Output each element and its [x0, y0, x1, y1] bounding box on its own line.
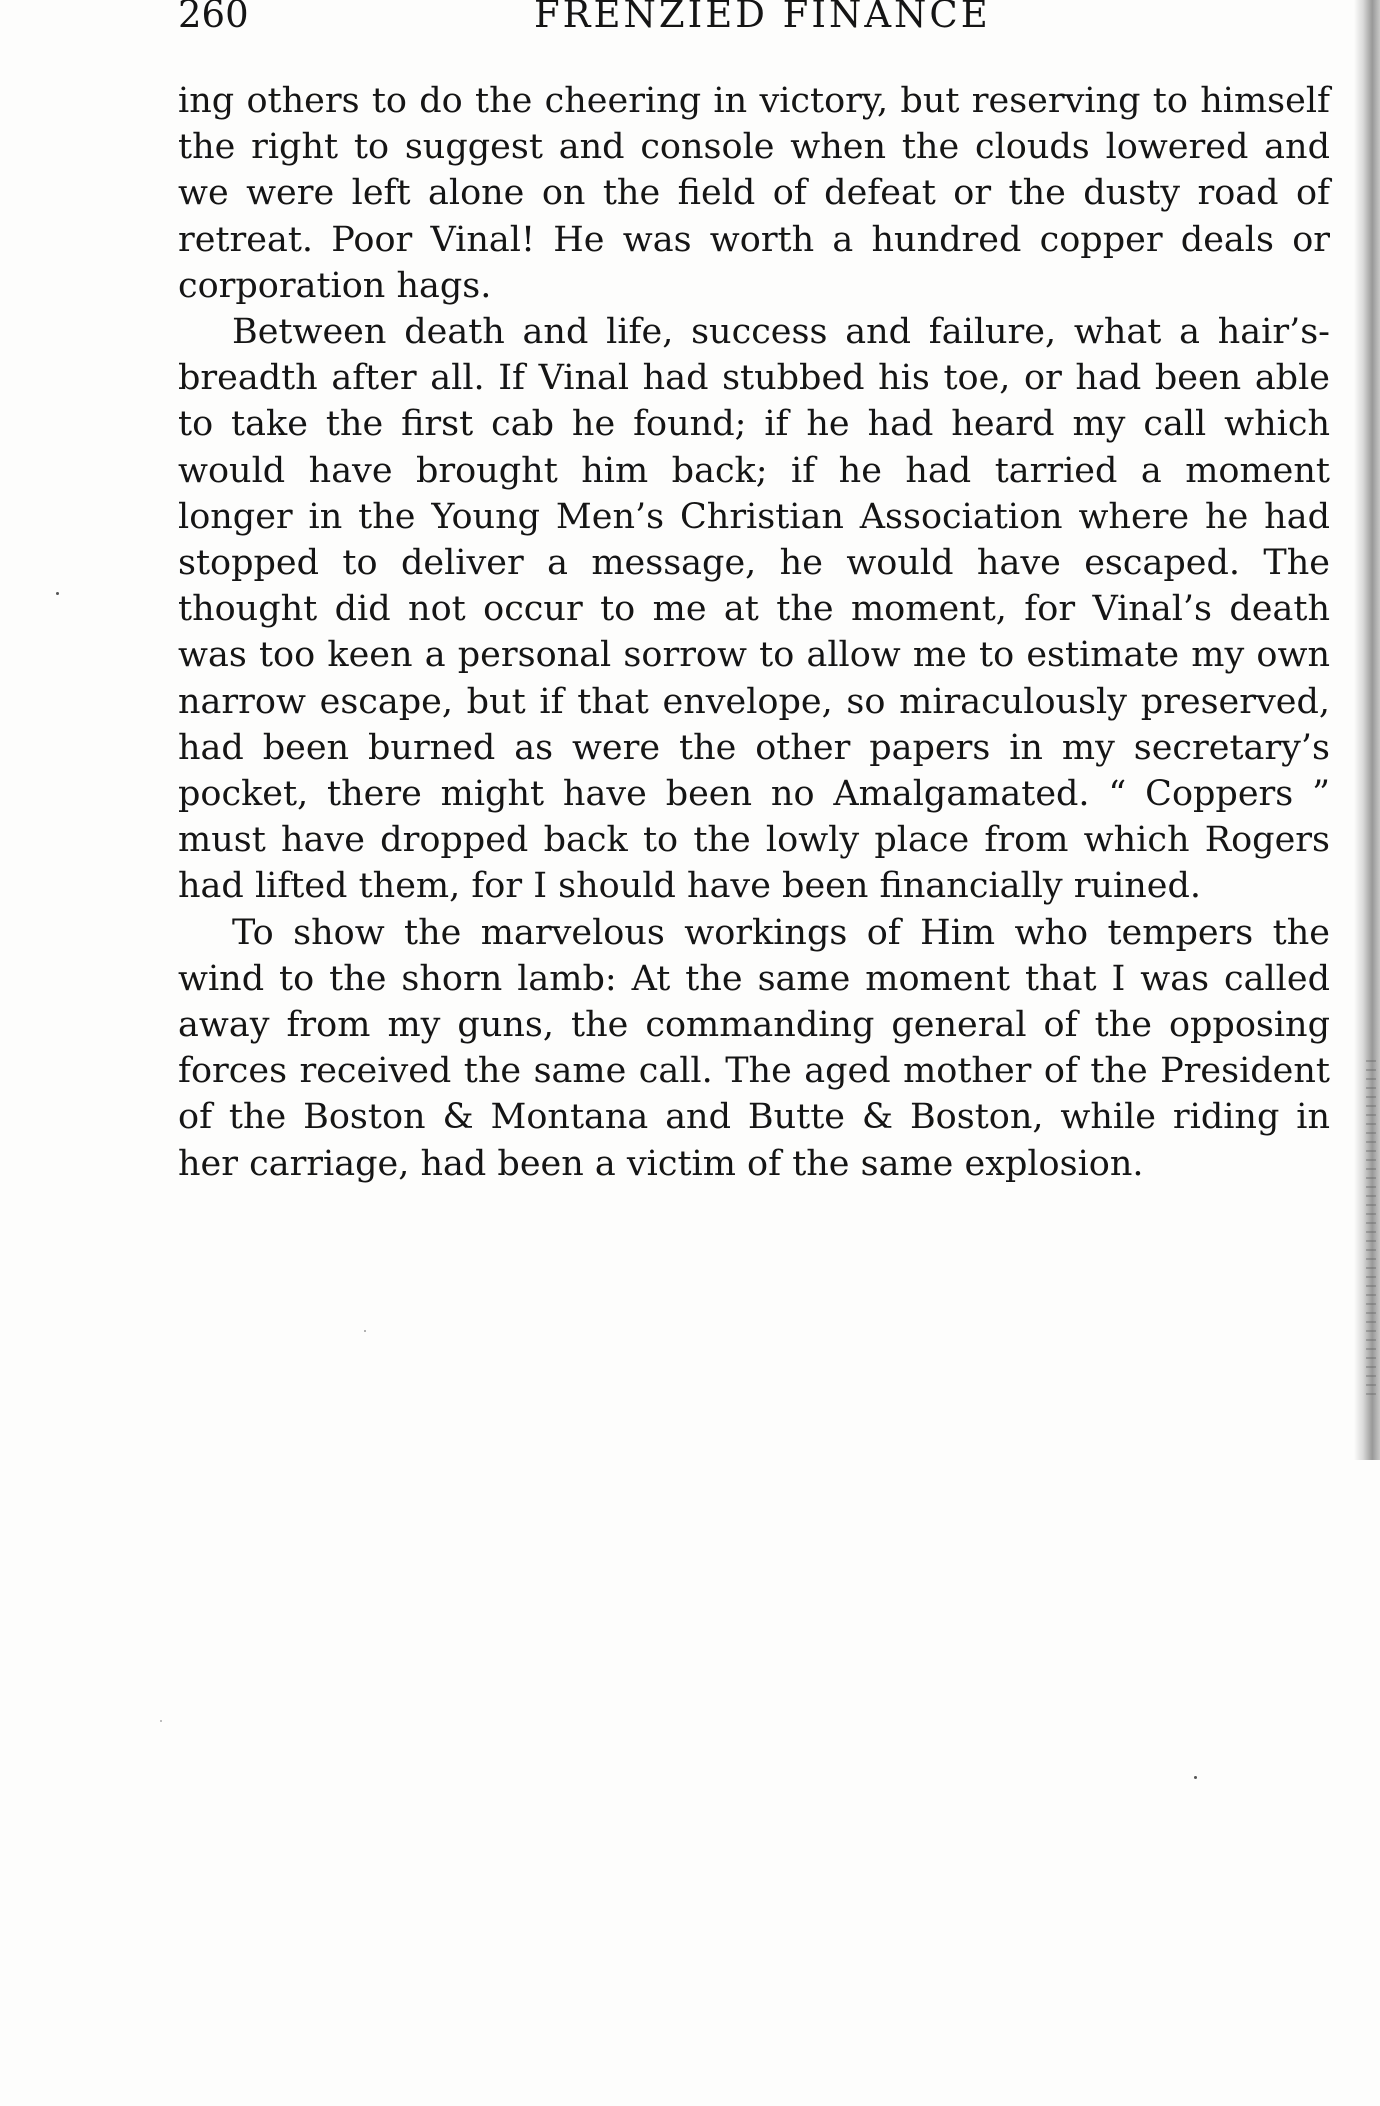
paragraph-marvelous-workings: To show the marvelous workings of Him who tempers the wind to the shorn lamb: At the same moment that I was called away from my guns, the commanding general of the opposing forces received the same call. The aged mother of the President of the Boston & Montana and Butte & Boston, while riding in her carriage, had been a victim of the same explosion.: [178, 912, 1330, 1184]
running-head: [178, 0, 1330, 42]
paper-speck: [1194, 1776, 1197, 1779]
page-number: 260: [178, 0, 249, 36]
paper-speck: [160, 1720, 162, 1722]
paragraph-continued: ing others to do the cheering in victory, but reserving to himself the right to suggest and console when the clouds lowered and we were left alone on the field of defeat or the dusty road of retreat. Poor Vinal! He was worth a hundred copper deals or corporation hags.: [178, 81, 1330, 306]
paper-speck: [364, 1330, 366, 1332]
page-gutter-edge: [1366, 1060, 1376, 1400]
running-title: FRENZIED FINANCE: [534, 0, 991, 36]
paper-speck: [56, 592, 59, 595]
body-text: [178, 78, 1330, 1187]
paragraph-death-and-life: Between death and life, success and failure, what a hair’s-breadth after all. If Vinal had stubbed his toe, or had been able to take the first cab he found; if he had heard my call which would have brought him back; if he had tarried a moment longer in the Young Men’s Christian Association where he had stopped to deliver a message, he would have escaped. The thought did not occur to me at the moment, for Vinal’s death was too keen a personal sorrow to allow me to estimate my own narrow escape, but if that envelope, so miraculously preserved, had been burned as were the other papers in my secretary’s pocket, there might have been no Amalgamated. “ Coppers ” must have dropped back to the lowly place from which Rogers had lifted them, for I should have been financially ruined.: [178, 312, 1330, 907]
